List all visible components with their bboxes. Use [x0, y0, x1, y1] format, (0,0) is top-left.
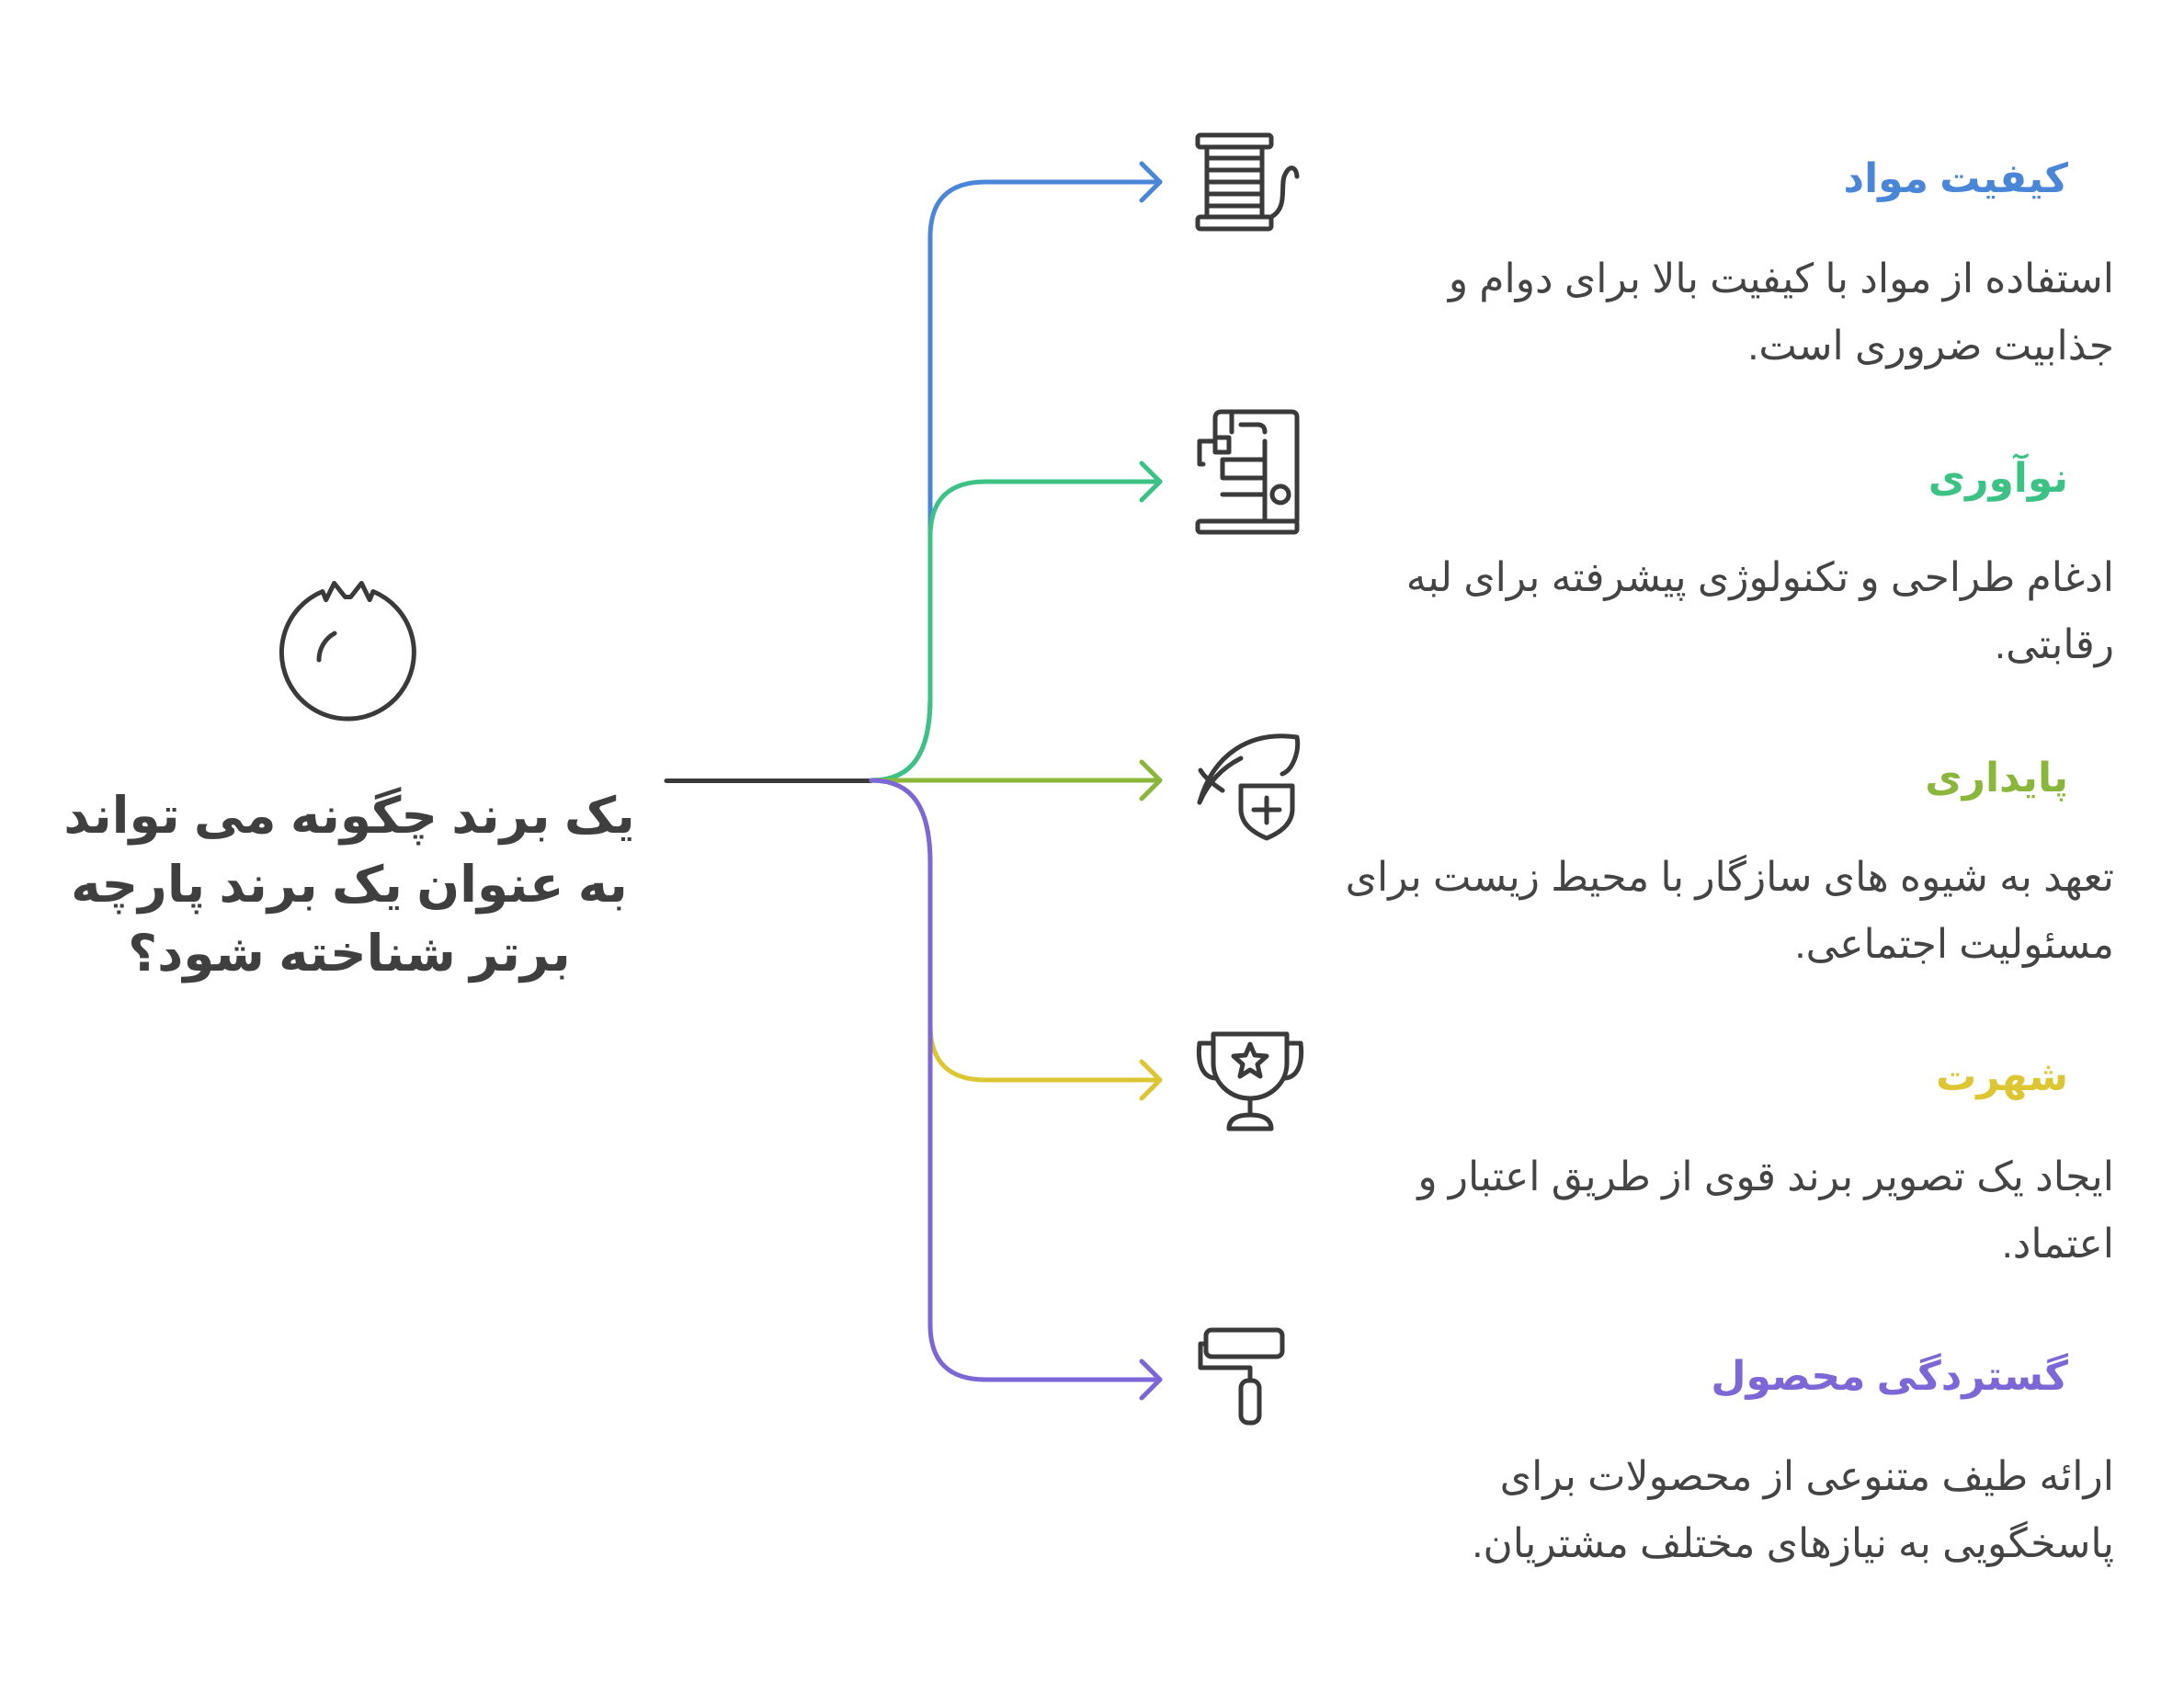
branch-title-innovation: نوآوری	[1928, 456, 2068, 501]
branch-description-sustainability: تعهد به شیوه های سازگار با محیط زیست برای مسئولیت اجتماعی.	[1345, 855, 2114, 967]
sewing-machine-icon	[1198, 412, 1297, 532]
leaf-shield-icon	[1200, 736, 1298, 838]
branch-description-reputation: ایجاد یک تصویر برند قوی از طریق اعتبار و اعتماد.	[1417, 1154, 2114, 1267]
branch-title-product-range: گستردگی محصول	[1711, 1354, 2068, 1399]
connector-line	[871, 780, 1160, 1080]
branch-title-reputation: شهرت	[1936, 1054, 2068, 1099]
branch-description-innovation: ادغام طراحی و تکنولوژی پیشرفته برای لبه رقابتی.	[1405, 555, 2114, 667]
connector-line	[871, 482, 1160, 780]
connectors	[871, 164, 1160, 1398]
pomegranate-icon	[281, 584, 414, 720]
branch-title-material-quality: کیفیت مواد	[1843, 156, 2068, 201]
paint-roller-icon	[1200, 1330, 1282, 1423]
central-question: یک برند چگونه می تواند به عنوان یک برند پارچه برتر شناخته شود؟	[63, 787, 635, 982]
branch-description-product-range: ارائه طیف متنوعی از محصولات برای پاسخگویی به نیازهای مختلف مشتریان.	[1472, 1454, 2114, 1566]
branch-title-sustainability: پایداری	[1925, 756, 2068, 801]
branch-icons	[1198, 135, 1302, 1423]
branch-description-material-quality: استفاده از مواد با کیفیت بالا برای دوام و جذابیت ضروری است.	[1448, 256, 2114, 369]
trophy-star-icon	[1199, 1034, 1301, 1129]
thread-spool-icon	[1198, 135, 1297, 229]
